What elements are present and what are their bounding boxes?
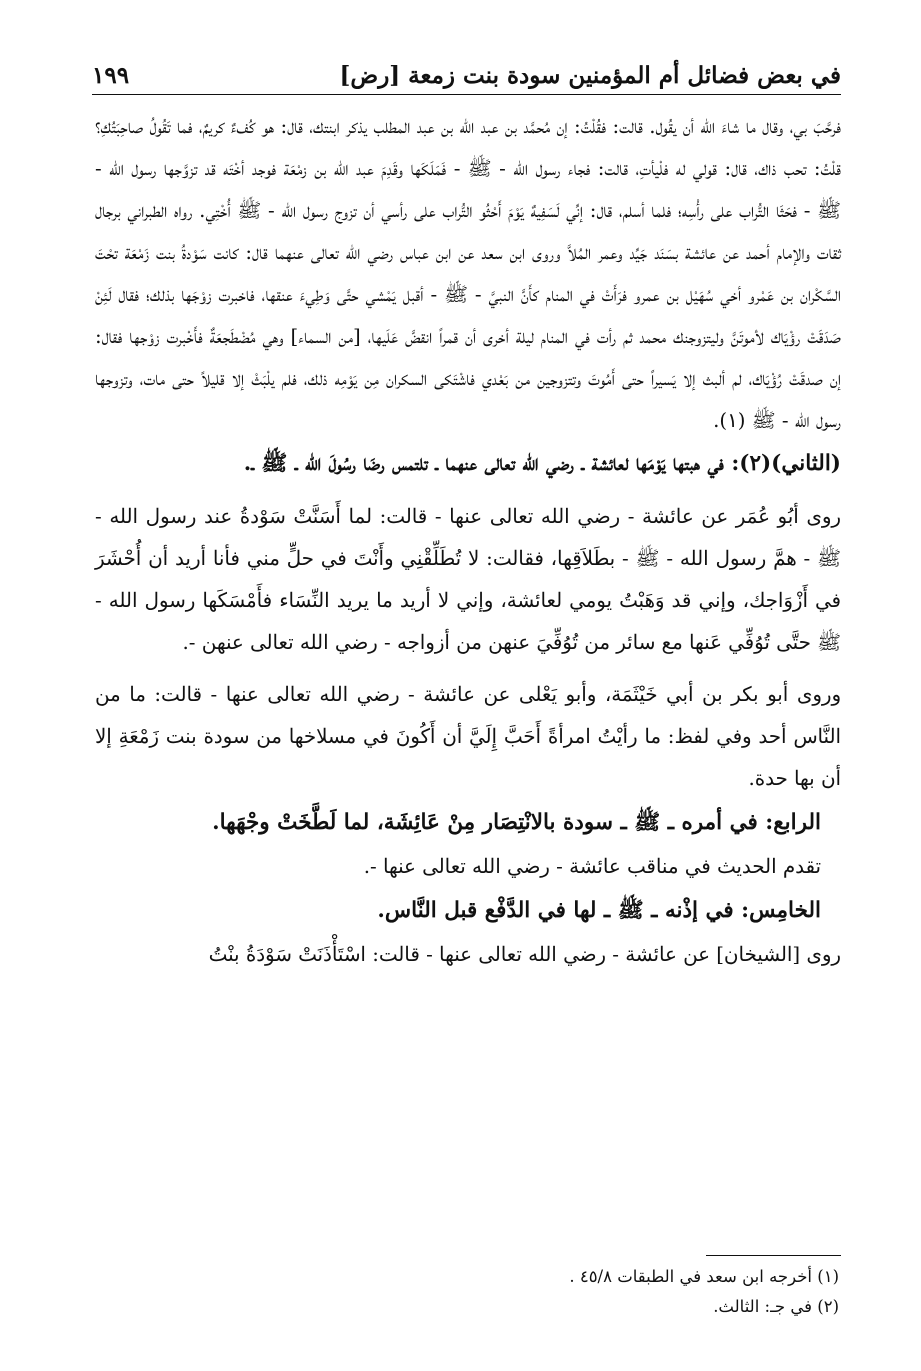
footnote-1: (١) أخرجه ابن سعد في الطبقات ٤٥/٨ . — [569, 1267, 839, 1286]
running-header — [92, 56, 841, 95]
page-number: ١٩٩ — [92, 61, 130, 89]
section-heading-fourth: الرابع: في أمره ـ ﷺ ـ سودة بالانْتِصَار مِنْ عَائِشَة، لما لَطَّخَتْ وجْهَها. — [212, 810, 821, 835]
paragraph-3: وروى أبو بكر بن أبي خَيْثَمَة، وأبو يَعْلى عن عائشة - رضي الله تعالى عنها - قالت: ما من النَّاس أحد وفي لفظ: ما رأيْتُ امرأةً أَحَبَّ إِلَيَّ أن أَكُونَ في مسلاخها من سودة بنت زَمْعَةِ إلا أن بها حدة. — [95, 683, 841, 790]
paragraph-2: روى أبُو عُمَر عن عائشة - رضي الله تعالى عنها - قالت: لما أَسَنَّتْ سَوْدةُ عند رسول الله - ﷺ - همَّ رسول الله - ﷺ - بطَلاَقِها، فقالت: لا تُطَلِّقْنِي وأَنْتَ في حلٍّ مني فأنا أريد أن أُحْشَرَ في أَزْوَاجك، وإني قد وَهَبْتُ يومي لعائشة، وإني لا أريد ما يريد النِّسَاء فأَمْسَكَها رسول الله - ﷺ حتَّى تُوُفِّي عَنها مع سائر من تُوُفِّيَ عنهن من أزواجه - رضي الله تعالى عنهن -. — [95, 505, 841, 654]
paragraph-5: روى [الشيخان] عن عائشة - رضي الله تعالى عنها - قالت: اسْتَأْذَنَتْ سَوْدَةُ بنْتُ — [208, 943, 841, 966]
section-heading-second: (الثاني)(٢): في هبتها يَوْمَها لعائشة ـ رضي الله تعالى عنهما ـ تلتمس رضَا رسُولَ الله ـ ﷺ ـ. — [243, 451, 841, 476]
running-title: في بعض فضائل أم المؤمنين سودة بنت زمعة [رض] — [339, 61, 841, 89]
paragraph-1: فرحَّبَ بي، وقال ما شاءَ الله أن يقُول. قالت: فقُلْتُ: إن مُحمَّد بن عبد الله بن عبد المطلب يذكر ابنتك، قال: هو كُفءٌ كريمٌ، فما تَقُولُ صاحِبَتُكِ؟ قلْتُ: تحب ذاك، قال: قولي له فلْيأتِ، قالت: فجاء رسول الله - ﷺ - فَمَلَكَها وقَدِمَ عبد الله بن زمْعَة فوجد أخْتَه قد تزوَّجها رسول الله - ﷺ - فحَثَا التُّراب على رأْسِه؛ فلما أسلم، قال: إنِّي لَسَفِيهٌ يَوْمَ أَحْثُو التُّراب على رأسي أن تزوج رسول الله - ﷺ أُخْتِي. رواه الطبراني برجال ثقات والإمام أحمد عن عائشة بسَنَد جَيِّد وعمر المُلاَّ وروى ابن سعد عن ابن عباس رضي الله تعالى عنهما قال: كانت سَوْدةُ بنت زَمْعَة تحْتَ السَّكْران بن عَمْرو أخي سُهَيْل بن عمرو فرَأَتْ في المنام كأَنَّ النبيَّ - ﷺ - أقبل يَمْشي حتَّى وَطِيءَ عنقها، فاخبرت زوْجَها بذلك؛ فقال لَئِنْ صَدَقَتْ رؤْيَاك لأموتَنَّ وليتزوجنك محمد ثم رأت في المنام ليلة أخرى أن قمراً انقضَّ عَلَيها، [من السماء] وهي مُضْطَجعَةٌ فأَخْبرت زوْجها فقال: إن صدقَتْ رُؤْيَاك، لم ألبث إلا يَسيراً حتى أَمُوتَ وتتزوجين من بَعْدي فاشْتَكى السكران مِن يَوْمِه ذلك، فلم يلْبَثْ إلا قليلاً حتى مات، وتزوجها رسول الله - ﷺ (١). — [95, 115, 841, 432]
footnote-2: (٢) في جـ: الثالث. — [713, 1297, 839, 1316]
footnotes — [100, 1262, 839, 1322]
section-heading-fifth: الخامِس: في إذْنه ـ ﷺ ـ لها في الدَّفْع قبل النَّاس. — [377, 898, 821, 923]
paragraph-4: تقدم الحديث في مناقب عائشة - رضي الله تعالى عنها -. — [363, 855, 821, 878]
main-text — [95, 106, 841, 976]
footnote-divider — [706, 1255, 841, 1256]
